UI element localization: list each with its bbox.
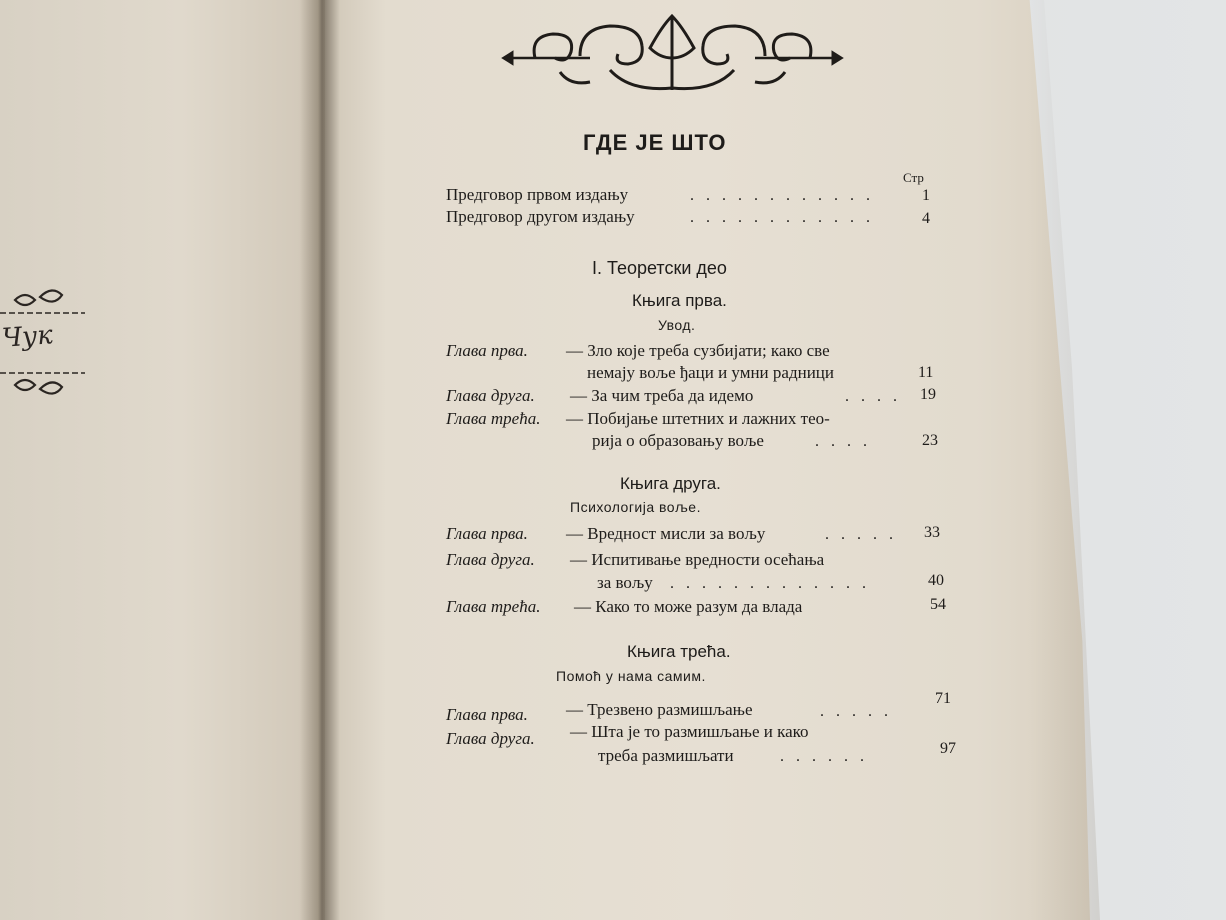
page-column-label: Стр <box>903 170 924 185</box>
chapter-label: Глава прва. <box>446 705 528 724</box>
preface-1-page: 1 <box>922 187 930 204</box>
chapter-page: 54 <box>930 596 946 613</box>
chapter-label: Глава прва. <box>446 341 528 360</box>
book-3-heading: Књига трећа. <box>627 642 731 661</box>
margin-handwriting: Чук <box>1 320 54 354</box>
chapter-page: 33 <box>924 524 940 541</box>
chapter-title-cont: немају воље ђаци и умни радници <box>587 363 834 382</box>
chapter-label: Глава друга. <box>446 550 535 569</box>
leader-dots: . . . . . . . . . . . . <box>690 209 874 226</box>
chapter-title: — За чим треба да идемо <box>570 386 754 405</box>
leader-dots: . . . . . <box>825 526 897 543</box>
preface-2-page: 4 <box>922 210 930 227</box>
chapter-title: — Зло које треба сузбијати; како све <box>566 341 830 360</box>
chapter-page: 40 <box>928 572 944 589</box>
book-2-heading: Књига друга. <box>620 474 721 493</box>
part-heading: I. Теоретски део <box>592 258 727 278</box>
leader-dots: . . . . . <box>820 703 892 720</box>
chapter-title-cont: за вољу <box>597 573 653 592</box>
chapter-page: 23 <box>922 432 938 449</box>
chapter-label: Глава прва. <box>446 524 528 543</box>
leader-dots: . . . . <box>815 433 871 450</box>
chapter-label: Глава друга. <box>446 729 535 748</box>
chapter-title: — Испитивање вредности осећања <box>570 550 825 569</box>
chapter-title: — Трезвено размишљање <box>566 700 753 719</box>
book-1-heading: Књига прва. <box>632 291 727 310</box>
leader-dots: . . . . . . <box>780 748 868 765</box>
chapter-page: 97 <box>940 740 956 757</box>
chapter-title-cont: треба размишљати <box>598 746 734 765</box>
book-3-subheading: Помоћ у нама самим. <box>556 668 706 684</box>
chapter-page: 19 <box>920 386 936 403</box>
book-1-subheading: Увод. <box>658 317 696 333</box>
chapter-title: — Побијање штетних и лажних тео- <box>566 409 830 428</box>
chapter-page: 11 <box>918 364 934 381</box>
book-2-subheading: Психологија воље. <box>570 499 701 515</box>
leader-dots: . . . . . . . . . . . . <box>690 187 874 204</box>
chapter-label: Глава трећа. <box>446 409 541 428</box>
chapter-label: Глава трећа. <box>446 597 541 616</box>
chapter-title: — Вредност мисли за вољу <box>566 524 766 543</box>
chapter-page: 71 <box>935 690 951 707</box>
toc-title: ГДЕ ЈЕ ШТО <box>583 130 727 155</box>
chapter-title: — Шта је то размишљање и како <box>570 722 809 741</box>
preface-2: Предговор другом издању <box>446 207 635 226</box>
preface-1: Предговор првом издању <box>446 185 629 204</box>
leader-dots: . . . . <box>845 388 901 405</box>
chapter-title-cont: рија о образовању воље <box>592 431 764 450</box>
chapter-label: Глава друга. <box>446 386 535 405</box>
chapter-title: — Како то може разум да влада <box>574 597 803 616</box>
leader-dots: . . . . . . . . . . . . . <box>670 575 870 592</box>
